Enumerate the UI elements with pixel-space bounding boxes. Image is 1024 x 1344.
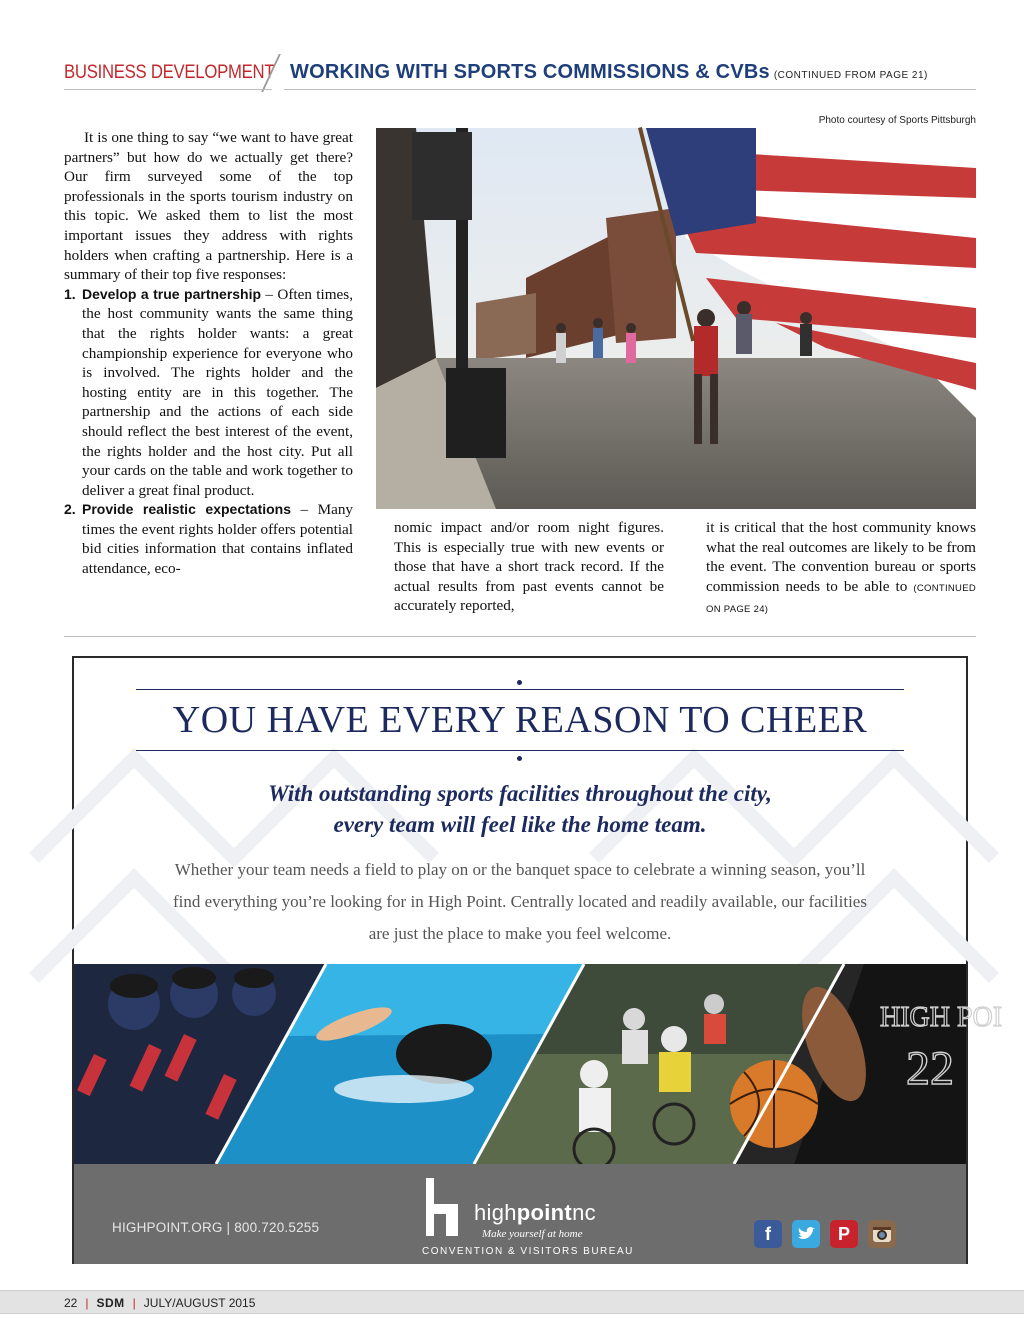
high-point-logo-icon: [422, 1176, 462, 1238]
header-rule-right: [284, 89, 976, 90]
section-divider: [64, 636, 976, 637]
list-item: [64, 500, 353, 578]
list-item-text: – Often times, the host community wants the same thing that the rights holder wants: a great championship experience for everyone who is involved. The rights holder and the hosting entity are in this together. The partnership and the actions of each side should reflect the best interest of the event, the rights holder and the host city. Put all your cards on the table and work together to deliver a great final product.: [82, 285, 353, 499]
ad-contact-info: HIGHPOINT.ORG | 800.720.5255: [112, 1220, 320, 1235]
ad-headline-rule-bottom: [136, 750, 904, 751]
ad-body-text: Whether your team needs a field to play on or the banquet space to celebrate a winning season, you’ll find everything you’re looking for in High Point. Centrally located and readily available, our facilities are just the place to make you feel welcome.: [173, 860, 867, 943]
list-item-lead: Develop a true partnership: [82, 285, 262, 302]
ad-subhead-line-2: every team will feel like the home team.: [333, 812, 707, 837]
ad-rule-dot-bottom: [517, 756, 522, 761]
marathon-photo-illustration: [376, 128, 976, 509]
photo-credit: Photo courtesy of Sports Pittsburgh: [818, 115, 976, 126]
ad-footer-bar: [74, 1164, 966, 1264]
ad-rule-dot-top: [517, 680, 522, 685]
camera-glyph: [872, 1224, 892, 1244]
list-item: [64, 285, 353, 501]
pinterest-icon[interactable]: P: [830, 1220, 858, 1248]
page-number: 22: [64, 1296, 78, 1310]
logo-word-light: high: [474, 1200, 517, 1225]
twitter-bird-glyph: [797, 1227, 815, 1241]
magazine-name: SDM: [96, 1296, 125, 1310]
ad-headline: YOU HAVE EVERY REASON TO CHEER: [172, 699, 868, 741]
response-list: [64, 285, 353, 579]
logo-subtitle: CONVENTION & VISITORS BUREAU: [422, 1246, 634, 1257]
article-title: [290, 61, 928, 84]
jersey-text: HIGH POI: [880, 1002, 1003, 1033]
logo-tagline: Make yourself at home: [482, 1228, 583, 1240]
jersey-number: 22: [906, 1042, 954, 1095]
article-column-2-text: nomic impact and/or room night figures. This is especially true with new events or those that have a short track record. If the actual results from past events cannot be accurately reported,: [394, 519, 664, 615]
article-column-3: [706, 518, 976, 620]
article-title-text: WORKING WITH SPORTS COMMISSIONS & CVBs: [290, 61, 770, 83]
footer-separator: |: [85, 1296, 89, 1310]
facebook-icon[interactable]: f: [754, 1220, 782, 1248]
ad-subhead-line-1: With outstanding sports facilities throughout the city,: [268, 781, 772, 806]
marathon-photo: [376, 128, 976, 509]
continued-on-note: (CONTINUED ON PAGE 24): [706, 582, 977, 616]
list-item-number: 1.: [64, 285, 76, 302]
issue-date: JULY/AUGUST 2015: [143, 1296, 256, 1310]
logo-word-suffix: nc: [572, 1200, 596, 1225]
footer-separator: |: [132, 1296, 136, 1310]
logo-word-bold: point: [516, 1200, 573, 1225]
sports-photo-collage: [74, 964, 1003, 1164]
list-item-number: 2.: [64, 501, 76, 518]
page-footer-text: [64, 1296, 255, 1310]
page-footer: [0, 1290, 1024, 1314]
high-point-advertisement: [72, 656, 1003, 1264]
article-column-2: [394, 518, 664, 616]
list-item-lead: Provide realistic expectations: [82, 501, 292, 518]
page-header: [64, 52, 976, 92]
ad-subhead: [74, 778, 966, 840]
ad-headline-rule-top: [136, 689, 904, 690]
instagram-icon[interactable]: [868, 1220, 896, 1248]
list-item-text: – Many times the event rights holder offers potential bid cities information that contains inflated attendance, eco-: [82, 501, 354, 578]
continued-from-note: (CONTINUED FROM PAGE 21): [773, 70, 928, 81]
header-rule-left: [64, 89, 272, 90]
article-column-3-text: it is critical that the host community knows what the real outcomes are likely to be from the event. The convention bureau or sports commission needs to be able to: [706, 519, 976, 595]
article-intro: It is one thing to say “we want to have great partners” but how do we actually get there? Our firm surveyed some of the top professionals in the sports tourism industry on this topic. We asked them to list the most important issues they address with rights holders when crafting a partnership. Here is a summary of their top five responses:: [64, 129, 353, 284]
article-column-1: [64, 128, 353, 579]
section-label: BUSINESS DEVELOPMENT: [64, 62, 275, 83]
twitter-icon[interactable]: [792, 1220, 820, 1248]
logo-wordmark: [474, 1200, 596, 1226]
